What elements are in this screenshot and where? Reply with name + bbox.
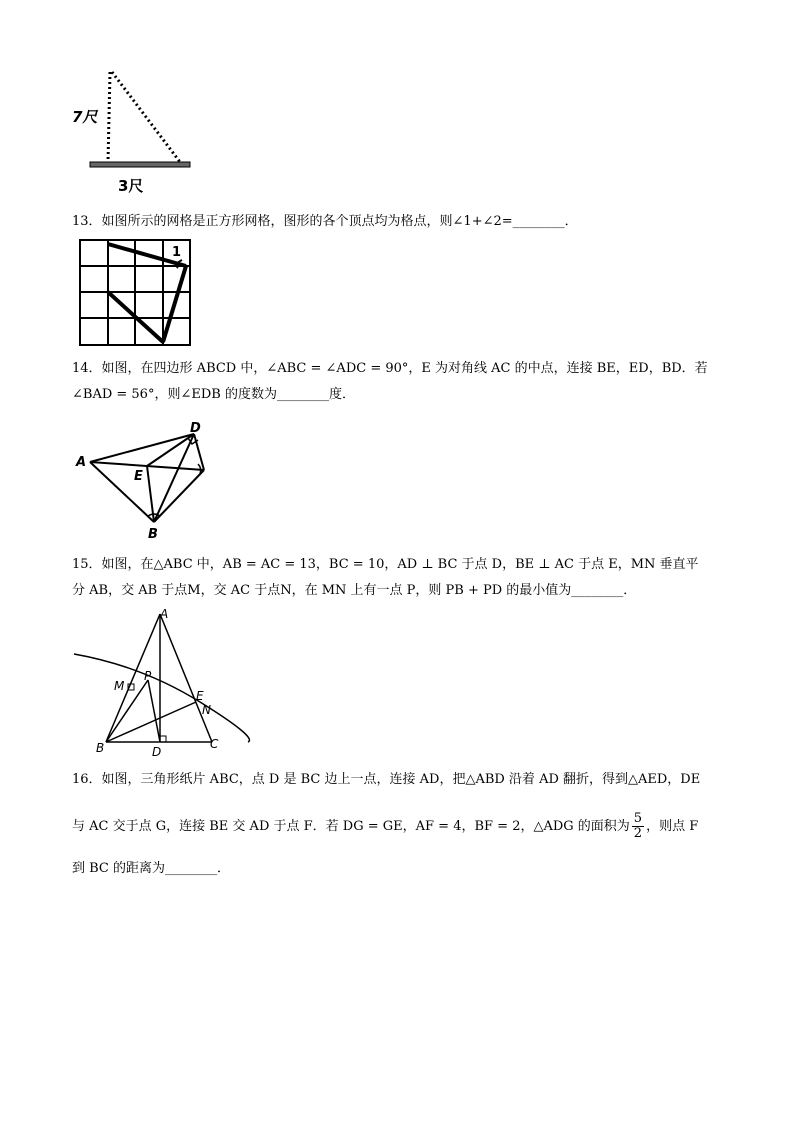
fig15-label-C: C: [210, 737, 219, 751]
fig15-right-angle-D: [160, 736, 166, 742]
q14-line1: 14．如图，在四边形 ABCD 中，∠ABC = ∠ADC = 90°，E 为对角线 AC 的中点，连接 BE，ED，BD．若: [72, 361, 708, 376]
area-fraction: [632, 812, 644, 841]
fig14-label-A: A: [76, 455, 87, 470]
fig14-label-E: E: [134, 469, 143, 484]
fig15-label-N: N: [202, 703, 211, 717]
q13-text: 13．如图所示的网格是正方形网格，图形的各个顶点均为格点，则∠1+∠2=________．: [72, 214, 578, 229]
q14-line2: ∠BAD = 56°，则∠EDB 的度数为________度．: [72, 387, 355, 402]
fig13-angle-label: 1: [172, 245, 182, 260]
q16-line2-start: 与 AC 交于点 G，连接 BE 交 AD 于点 F．若 DG = GE，AF = 4，BF = 2，△ADG 的面积为: [72, 819, 630, 834]
q16-line1: 16．如图，三角形纸片 ABC，点 D 是 BC 边上一点，连接 AD，把△ABD 沿着 AD 翻折，得到△AED，DE: [72, 772, 701, 787]
q15-line1: 15．如图，在△ABC 中，AB = AC = 13，BC = 10，AD ⊥ BC 于点 D，BE ⊥ AC 于点 E，MN 垂直平: [72, 557, 699, 572]
fig12-hypotenuse: [112, 72, 180, 162]
fig15-label-D: D: [152, 745, 162, 758]
fig14-label-B: B: [148, 527, 158, 542]
fig12-base-label: 3尺: [118, 177, 144, 195]
fig13-right-edge: [163, 266, 186, 342]
fig15-label-P: P: [144, 669, 152, 683]
q16-line3: 到 BC 的距离为________．: [72, 861, 231, 876]
fraction-denominator: 2: [633, 826, 643, 841]
q15-line2: 分 AB，交 AB 于点M，交 AC 于点N，在 MN 上有一点 P，则 PB + PD 的最小值为________．: [72, 583, 637, 598]
fraction-numerator: 5: [633, 811, 643, 826]
q16-line2-end: ，则点 F: [646, 819, 699, 834]
figure-13-grid: [78, 238, 194, 348]
fig15-label-E: E: [196, 689, 204, 703]
fig15-label-A: A: [160, 607, 169, 621]
figure-12-diagram: [72, 66, 202, 200]
fig12-ground: [90, 162, 190, 167]
fig15-label-M: M: [114, 679, 125, 693]
q16-line2: [72, 812, 698, 841]
fig12-side-label: 7尺: [72, 108, 98, 126]
fig14-label-D: D: [190, 421, 201, 436]
figure-15-triangle: [72, 606, 254, 758]
fig15-label-B: B: [96, 741, 105, 755]
fig12-vertical-side: [108, 72, 110, 162]
figure-14-quadrilateral: [72, 418, 222, 542]
